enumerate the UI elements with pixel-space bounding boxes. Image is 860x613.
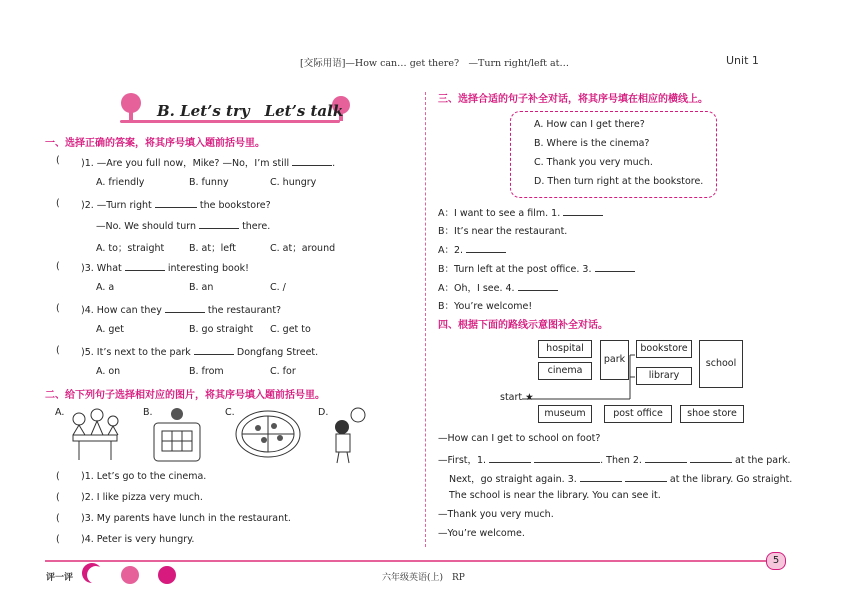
s3-option-d: D. Then turn right at the bookstore. <box>534 176 704 187</box>
header-topic: [交际用语]—How can… get there? —Turn right/left at… <box>300 58 569 69</box>
rating-icons <box>82 563 192 587</box>
s4-line-1: —How can I get to school on foot? <box>438 433 601 444</box>
s4-line-6: —You’re welcome. <box>438 528 525 539</box>
s2-sentence-2: )2. I like pizza very much. <box>81 492 203 503</box>
s2-sentence-4: )4. Peter is very hungry. <box>81 534 195 545</box>
s3-line-1: A：I want to see a film. 1. <box>438 205 603 219</box>
s4-line-2: —First，1. . Then 2. at the park. <box>438 455 791 466</box>
column-divider <box>425 92 427 547</box>
section2-title: 二、给下列句子选择相对应的图片，将其序号填入题前括号里。 <box>45 390 325 401</box>
section4-title: 四、根据下面的路线示意图补全对话。 <box>438 320 608 331</box>
map-start: start ★ <box>500 392 534 403</box>
tree-icon <box>118 92 144 122</box>
footer-line <box>45 560 775 562</box>
map-library: library <box>636 367 692 385</box>
map-shoe-store: shoe store <box>680 405 744 423</box>
s3-line-2: B：It’s near the restaurant. <box>438 226 568 237</box>
unit-label: Unit 1 <box>726 54 759 67</box>
map-hospital: hospital <box>538 340 592 358</box>
picture-label-a: A. <box>55 407 65 418</box>
section3-title: 三、选择合适的句子补全对话，将其序号填在相应的横线上。 <box>438 94 708 105</box>
s4-line-3: Next，go straight again. 3. at the library. Go straight. <box>449 474 793 485</box>
s4-line-5: —Thank you very much. <box>438 509 554 520</box>
page-number: 5 <box>766 552 786 570</box>
section1-title: 一、选择正确的答案，将其序号填入题前括号里。 <box>45 138 265 149</box>
hungry-boy-picture <box>328 405 373 465</box>
s3-line-3: A：2. <box>438 242 506 256</box>
s2-sentence-1: )1. Let’s go to the cinema. <box>81 471 207 482</box>
map-school: school <box>699 340 743 388</box>
s3-line-5: A：Oh，I see. 4. <box>438 280 558 294</box>
s3-line-6: B：You’re welcome! <box>438 301 533 312</box>
banner-title: B. Let’s try Let’s talk <box>157 102 344 120</box>
cinema-building-picture <box>150 405 205 465</box>
s2-sentence-3: )3. My parents have lunch in the restaurant. <box>81 513 291 524</box>
map-cinema: cinema <box>538 362 592 380</box>
map-post-office: post office <box>604 405 672 423</box>
footer-evaluate: 评一评 <box>46 573 74 583</box>
footer-book: 六年级英语(上) RP <box>382 573 465 583</box>
map-museum: museum <box>538 405 592 423</box>
s4-line-4: The school is near the library. You can see it. <box>449 490 661 501</box>
restaurant-family-picture <box>65 405 125 465</box>
s3-option-b: B. Where is the cinema? <box>534 138 650 149</box>
s3-option-c: C. Thank you very much. <box>534 157 653 168</box>
picture-label-b: B. <box>143 407 153 418</box>
s3-option-a: A. How can I get there? <box>534 119 645 130</box>
map-park: park <box>600 340 629 380</box>
picture-label-d: D. <box>318 407 329 418</box>
map-bookstore: bookstore <box>636 340 692 358</box>
picture-label-c: C. <box>225 407 235 418</box>
pizza-picture <box>234 408 302 460</box>
s3-line-4: B：Turn left at the post office. 3. <box>438 261 635 275</box>
